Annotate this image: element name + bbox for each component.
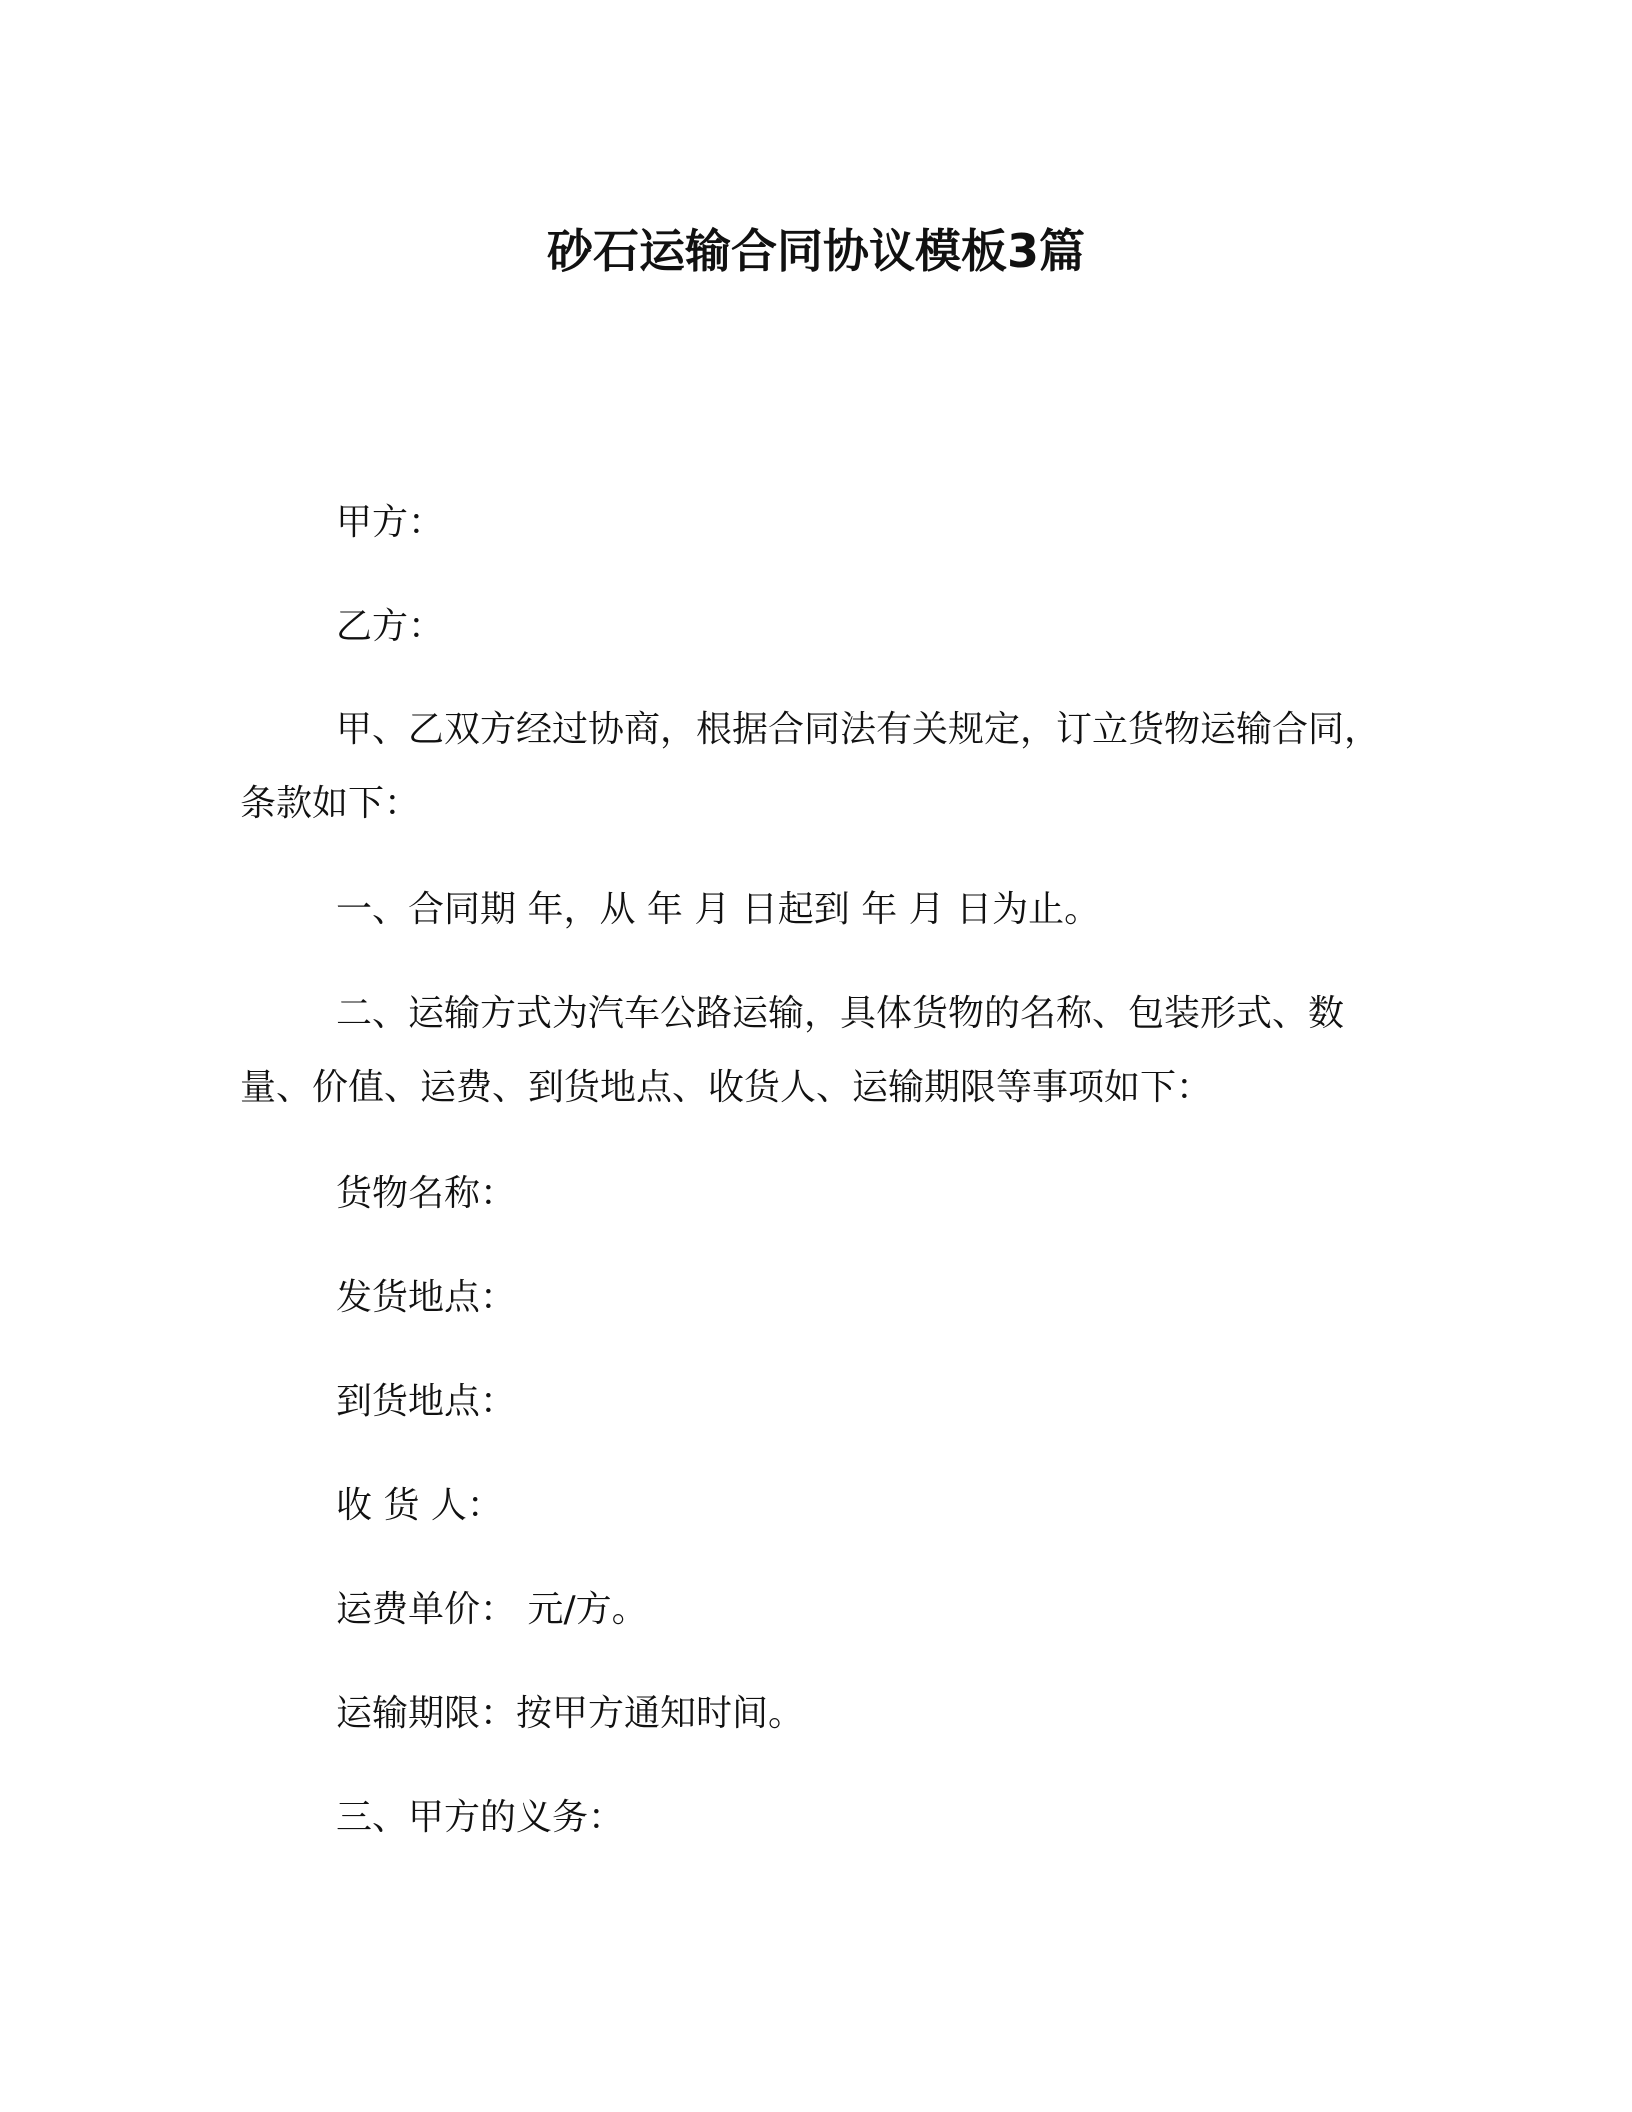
clause-2: 二、运输方式为汽车公路运输，具体货物的名称、包装形式、数量、价值、运费、到货地点、收货人、运输期限等事项如下： <box>240 993 1345 1108</box>
document-title: 砂石运输合同协议模板3篇 <box>546 224 1085 278</box>
preamble-paragraph: 甲、乙双方经过协商，根据合同法有关规定，订立货物运输合同，条款如下： <box>240 709 1381 824</box>
clause-3-heading: 三、甲方的义务： <box>336 1797 625 1838</box>
transport-period-field: 运输期限：按甲方通知时间。 <box>336 1693 805 1734</box>
clause-1: 一、合同期 年，从 年 月 日起到 年 月 日为止。 <box>336 889 1101 930</box>
party-a-line: 甲方： <box>336 502 445 543</box>
shipping-location-field: 发货地点： <box>336 1277 517 1318</box>
party-b-line: 乙方： <box>336 606 445 647</box>
freight-unit-price-field: 运费单价： 元/方。 <box>336 1589 648 1630</box>
goods-name-field: 货物名称： <box>336 1173 517 1214</box>
consignee-field: 收 货 人： <box>336 1485 503 1526</box>
delivery-location-field: 到货地点： <box>336 1381 517 1422</box>
